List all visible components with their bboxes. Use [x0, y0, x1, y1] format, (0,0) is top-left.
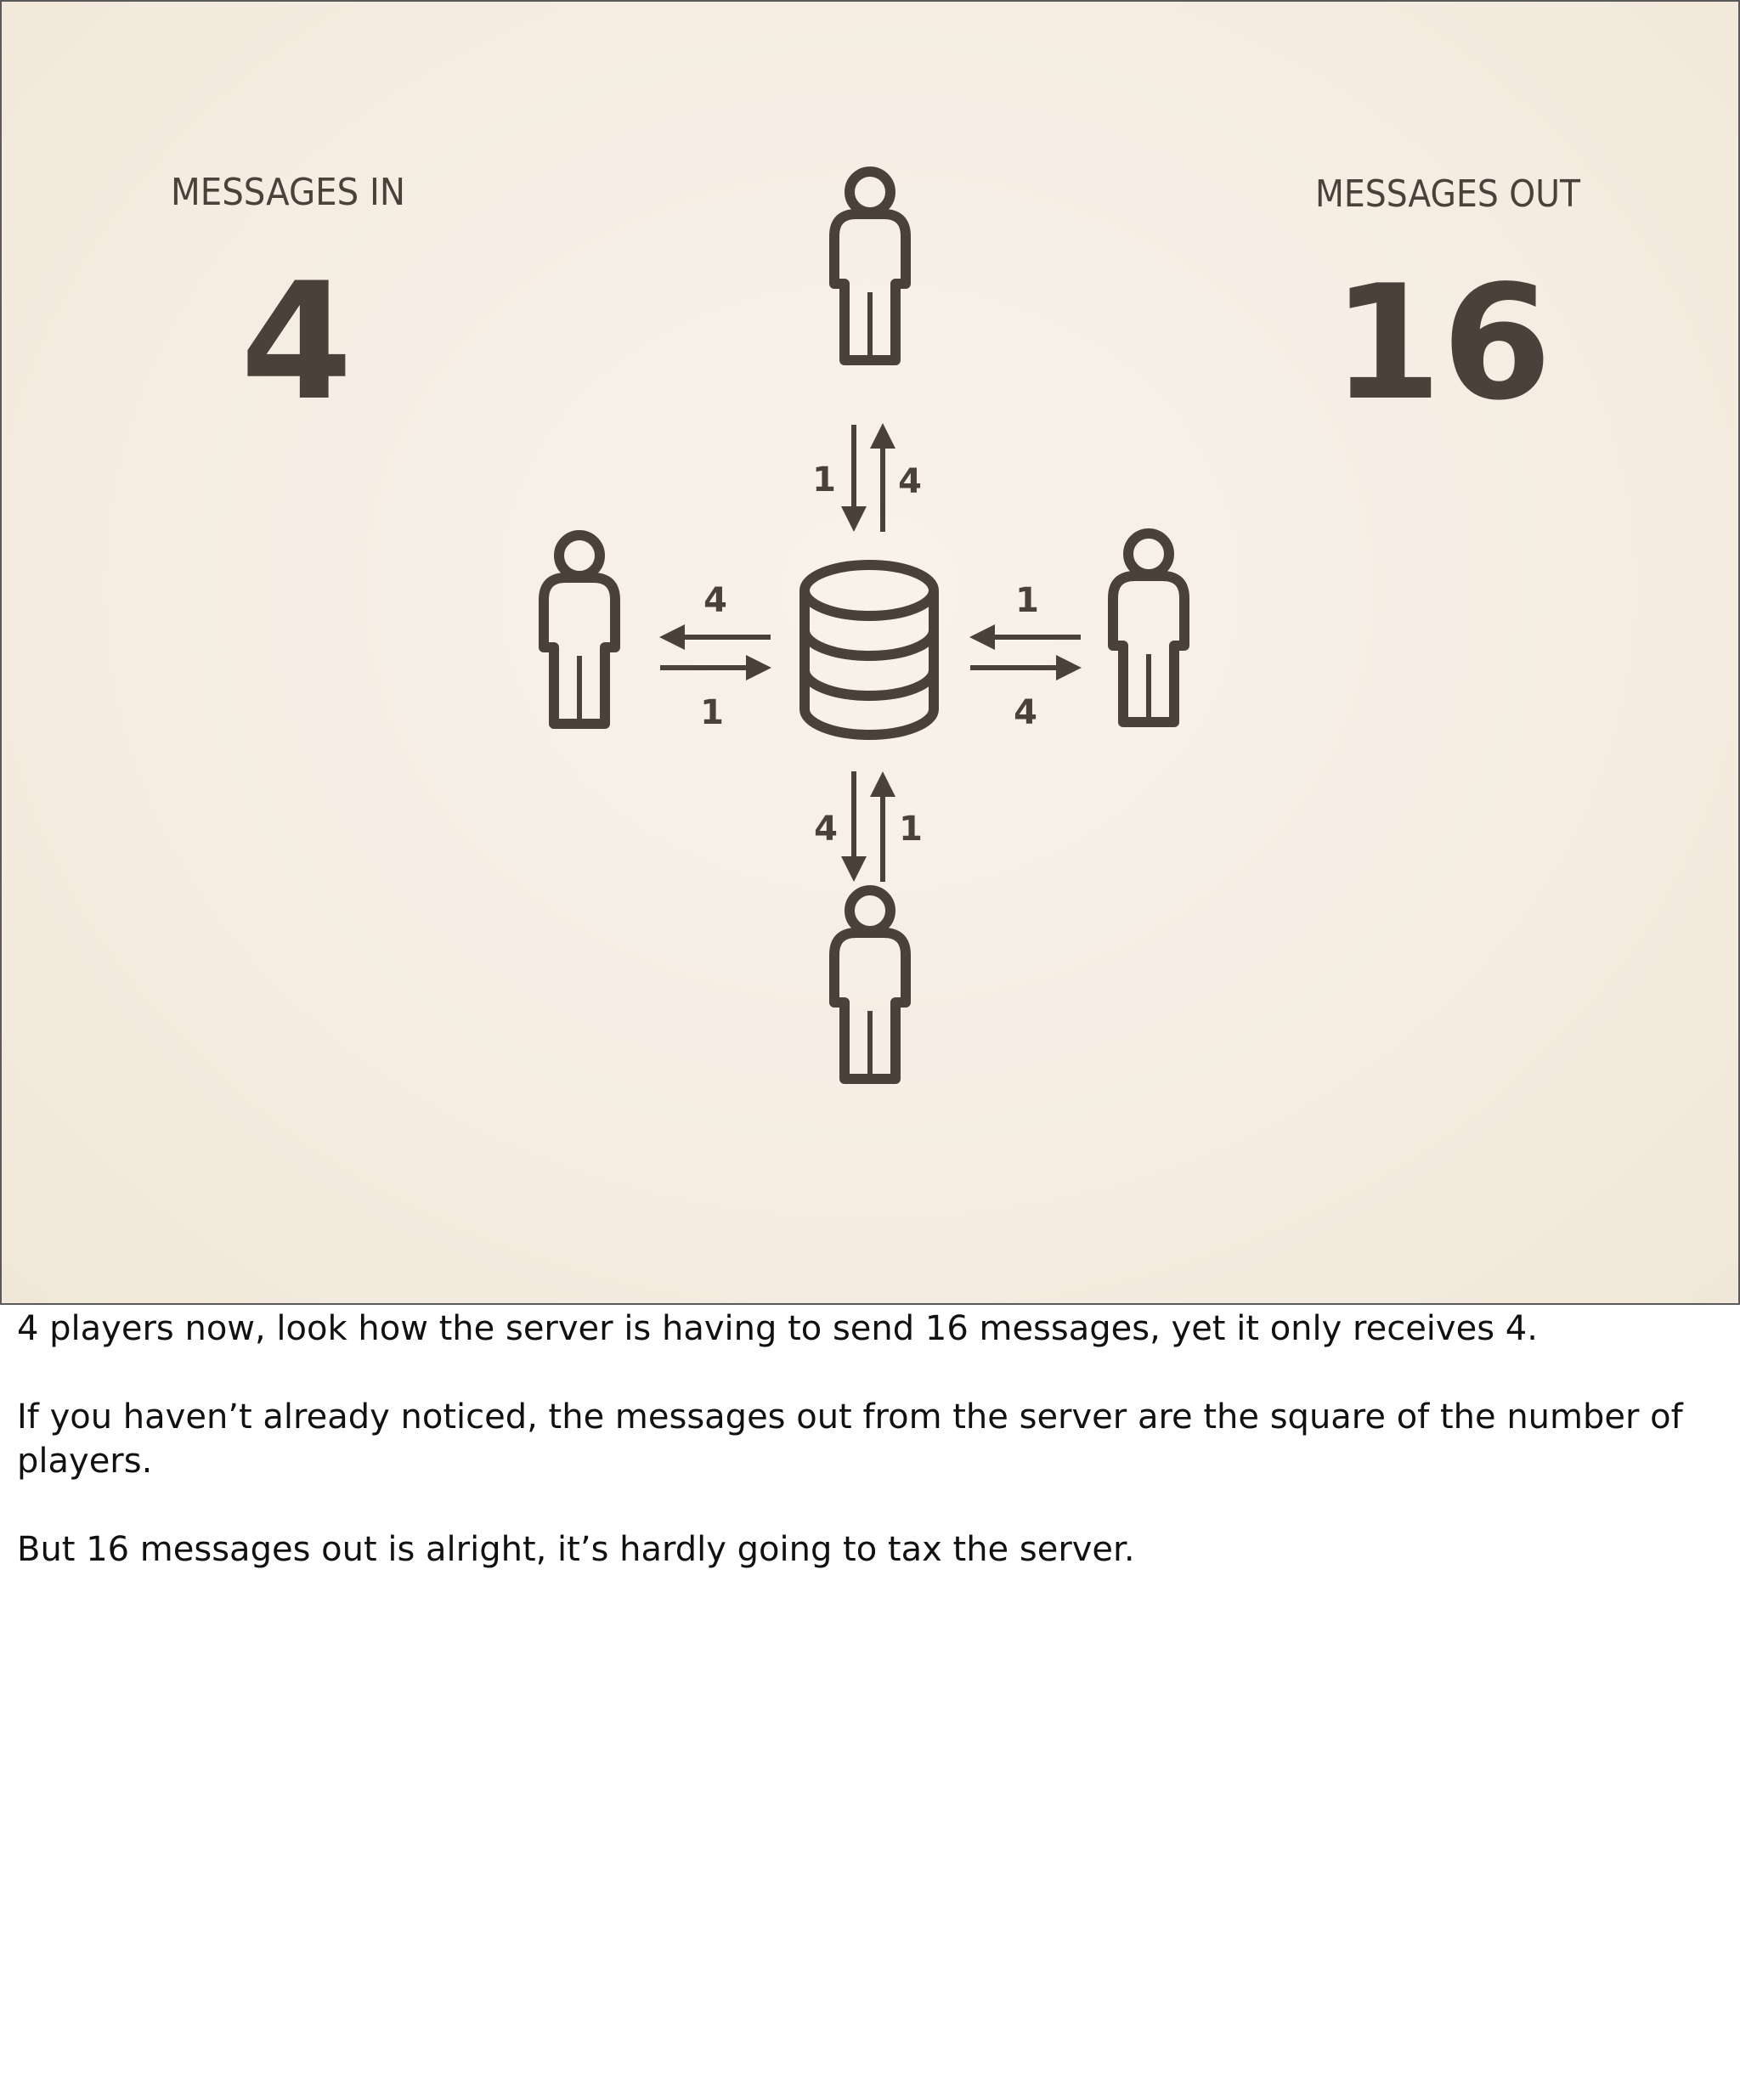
top-link-out-count: 4 [898, 462, 922, 501]
player-bottom-icon [834, 890, 906, 1079]
player-right-icon [1113, 533, 1184, 722]
bottom-link-in-count: 1 [899, 810, 923, 849]
right-link-out-count: 4 [1014, 693, 1037, 732]
network-diagram [2, 2, 1738, 1303]
top-link-in-count: 1 [812, 460, 836, 500]
messages-out-count: 16 [1331, 251, 1552, 435]
speaker-notes [17, 1307, 1716, 1616]
right-link-in-count: 1 [1015, 581, 1039, 620]
notes-paragraph: If you haven’t already noticed, the messages out from the server are the square of the number of players. [17, 1397, 1683, 1481]
messages-in-count: 4 [240, 248, 353, 436]
bottom-link-out-count: 4 [814, 810, 838, 849]
messages-in-label: MESSAGES IN [171, 171, 405, 214]
messages-out-label: MESSAGES OUT [1315, 172, 1581, 216]
left-link-in-count: 1 [700, 693, 724, 732]
notes-paragraph: But 16 messages out is alright, it’s hardly going to tax the server. [17, 1530, 1135, 1569]
left-link-out-count: 4 [703, 581, 727, 620]
notes-paragraph: 4 players now, look how the server is having to send 16 messages, yet it only receives 4. [17, 1309, 1538, 1348]
player-left-icon [544, 535, 615, 724]
player-top-icon [834, 172, 906, 360]
database-icon [805, 565, 934, 735]
